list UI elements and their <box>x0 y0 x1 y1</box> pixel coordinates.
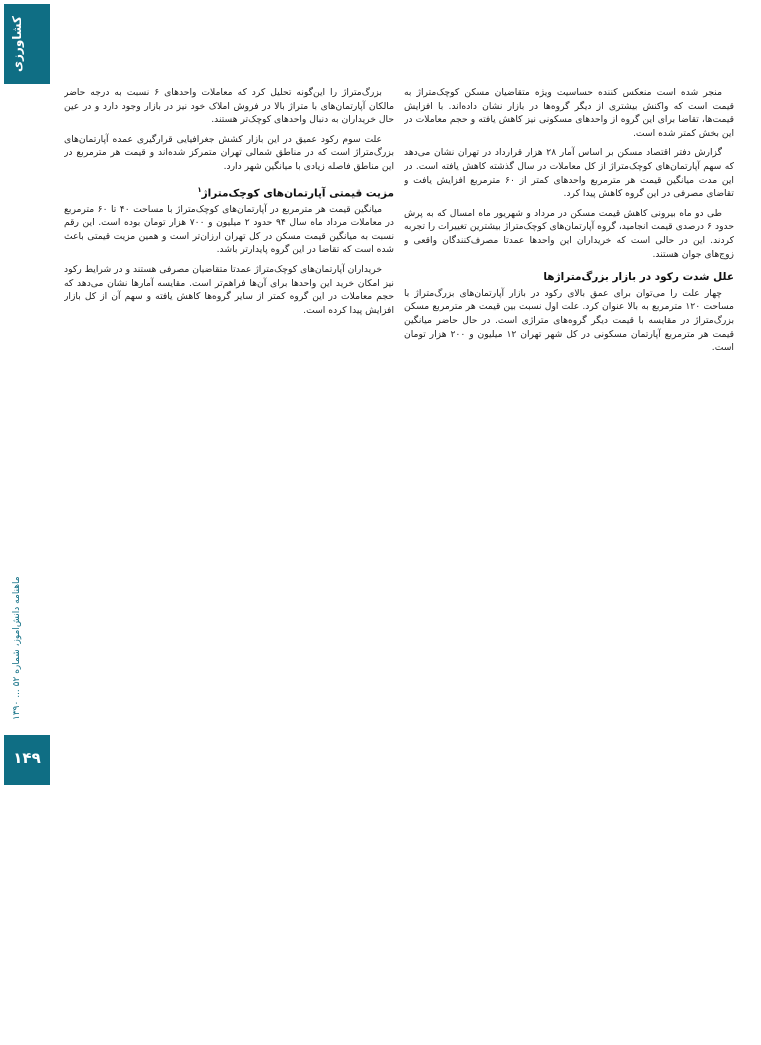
right-section-heading: علل شدت رکود در بازار بزرگ‌متراژها <box>543 271 734 284</box>
left-paragraph-2: علت سوم رکود عمیق در این بازار کشش جغرافیایی قرارگیری عمده آپارتمان‌های بزرگ‌متراژ است که در مناطق شمالی تهران متمرکز شده‌اند و قیمت هر مترمربع در این مناطق فاصله زیادی با میانگین شهر دارد. <box>64 133 394 172</box>
page-number: ۱۴۹ <box>13 749 41 767</box>
right-column <box>404 86 734 1021</box>
left-paragraph-4: خریداران آپارتمان‌های کوچک‌متراژ عمدتا متقاضیان مصرفی هستند و در شرایط رکود نیز امکان خرید این واحدها برای آن‌ها فراهم‌تر است. مقایسه آمارها نشان می‌دهد که حجم معاملات در این گروه کمتر از سایر گروه‌ها کاهش یافته و سهم آن از کل بازار افزایش پیدا کرده است. <box>64 264 394 316</box>
left-paragraph-3: میانگین قیمت هر مترمربع در آپارتمان‌های کوچک‌متراژ با مساحت ۴۰ تا ۶۰ مترمربع در معاملات مرداد ماه سال ۹۴ حدود ۲ میلیون و ۷۰۰ هزار تومان بوده است. این رقم نسبت به میانگین قیمت مسکن در کل تهران ارزان‌تر است و همین مزیت قیمتی باعث شده است که تقاضا در این گروه پایدارتر باشد. <box>64 203 394 256</box>
journal-strip <box>12 420 38 720</box>
journal-strip-text: ماهنامه دانش‌آموز، شماره ۵۲ ... ۱۳۹۰ <box>12 576 22 720</box>
section-tab-label: کشاورزی <box>10 16 24 72</box>
right-paragraph-1: منجر شده است منعکس کننده حساسیت ویژه متقاضیان مسکن کوچک‌متراژ به قیمت است که واکنش بیشتری از دیگر گروه‌ها در بازار نشان داده‌اند. با افزایش قیمت‌ها، تقاضا برای این گروه از واحدهای مسکونی نیز کاهش یافته و حجم معاملات در این بخش کمتر شده است. <box>404 87 734 139</box>
right-paragraph-4: چهار علت را می‌توان برای عمق بالای رکود در بازار آپارتمان‌های بزرگ‌متراژ با مساحت ۱۲۰ مترمربع به بالا عنوان کرد. علت اول نسبت بین قیمت هر مترمربع مسکن بزرگ‌متراژ در مقایسه با قیمت دیگر گروه‌های متراژی است. در حال حاضر میانگین قیمت هر مترمربع آپارتمان مسکونی در کل شهر تهران ۱۲ میلیون و ۲۰۰ هزار تومان است. <box>404 287 734 354</box>
right-paragraph-2: گزارش دفتر اقتصاد مسکن بر اساس آمار ۲۸ هزار قرارداد در تهران نشان می‌دهد که سهم آپارتمان‌های کوچک‌متراژ از کل معاملات در سال گذشته کاهش یافته است. در این مدت میانگین قیمت هر مترمربع واحدهای کمتر از ۶۰ مترمربع افزایش یافت و تقاضای مصرفی در این گروه کاهش پیدا کرد. <box>404 147 734 200</box>
section-tab <box>4 4 50 84</box>
left-column <box>64 86 394 1021</box>
right-paragraph-3: طی دو ماه بیرونی کاهش قیمت مسکن در مرداد و شهریور ماه امسال که به پرش حدود ۶ درصدی قیمت انجامید، گروه آپارتمان‌های کوچک‌متراژ بیشترین تغییرات را تجربه کردند. این در حالی است که خریداران این واحدها عمدتا مصرف‌کنندگان واقعی و زوج‌های جوان هستند. <box>404 207 734 260</box>
left-section-heading <box>64 184 394 201</box>
left-paragraph-1: بزرگ‌متراژ را این‌گونه تحلیل کرد که معاملات واحدهای ۶ نسبت به درجه حاضر مالکان آپارتمان‌های با متراژ بالا در فروش املاک خود نیز در بازار وجود دارد و در عین حال خریداران به دنبال واحدهای کوچک‌تر هستند. <box>64 87 394 126</box>
left-heading-footnote: ۱ <box>197 185 202 194</box>
page-number-box <box>4 735 50 785</box>
left-heading-text: مزیت قیمتی آپارتمان‌های کوچک‌متراژ <box>201 187 394 200</box>
